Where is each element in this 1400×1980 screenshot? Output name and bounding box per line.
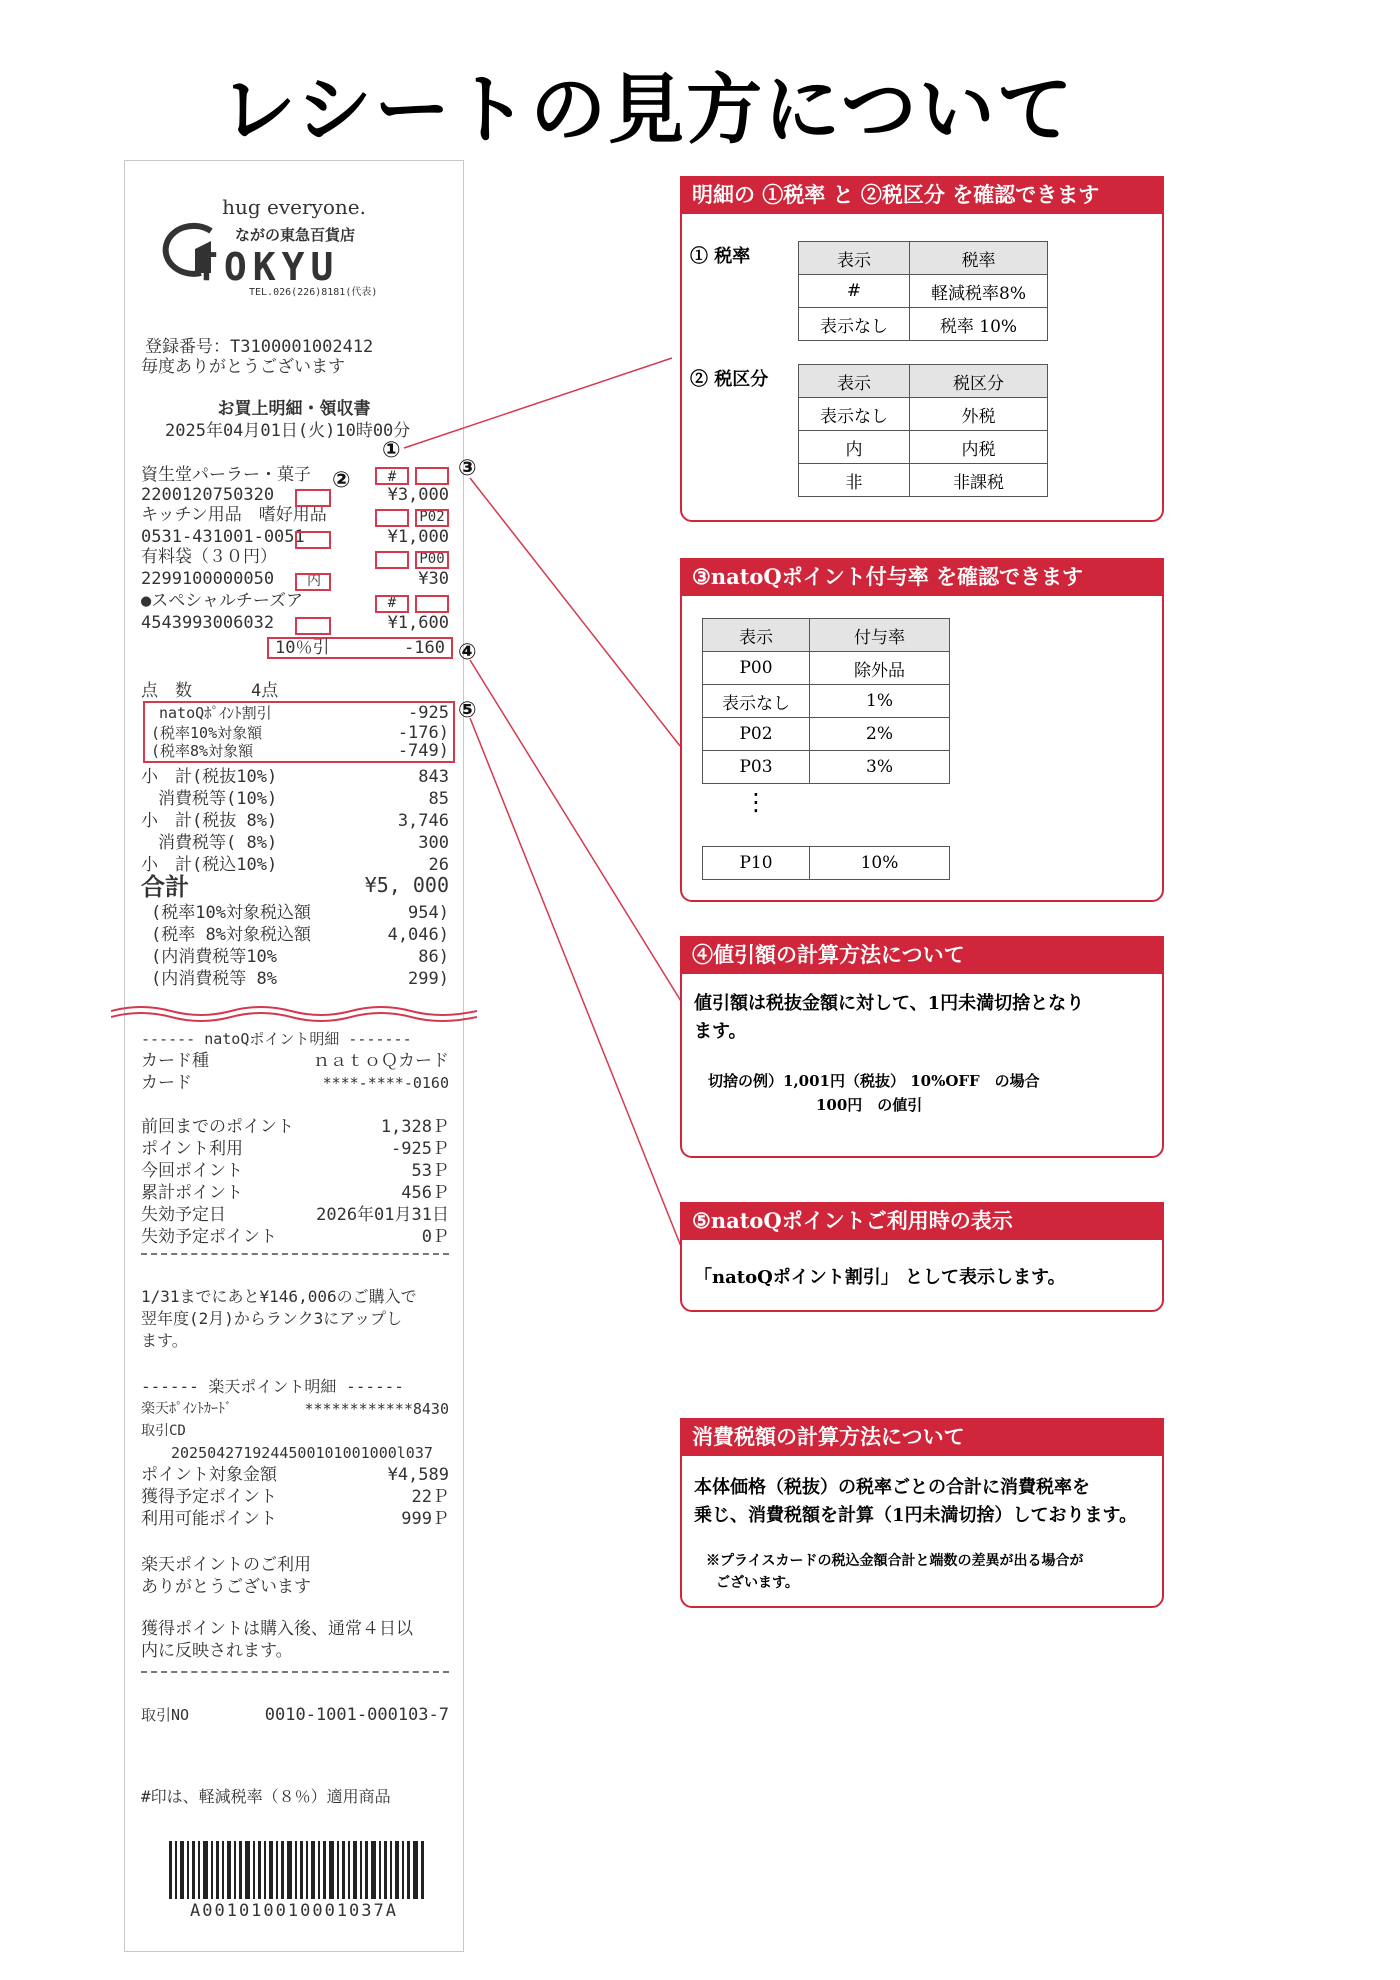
item-name: ●スペシャルチーズア	[141, 591, 304, 611]
rank-message: 翌年度(2月)からランク3にアップし	[141, 1309, 403, 1328]
store-name: ながの東急百貨店	[235, 226, 356, 244]
barcode-text: A0010100100010​37A	[190, 1901, 398, 1921]
tax-detail-value: 299)	[408, 969, 449, 989]
table-header: 表示	[703, 619, 810, 652]
rakuten-row-value: 999Ｐ	[401, 1509, 449, 1529]
table-cell: 非	[799, 464, 910, 497]
subtotal-label: 小 計(税込10%)	[141, 855, 278, 875]
table-row	[799, 464, 1048, 497]
total-value: ¥5, 000	[364, 873, 449, 897]
reflect-message: 獲得ポイントは購入後、通常４日以	[141, 1619, 413, 1639]
natoq-usage-text: 「natoQポイント割引」 として表示します。	[694, 1267, 1066, 1288]
item-tax-mark: 内	[307, 573, 321, 589]
table-cell: 軽減税率8%	[910, 275, 1048, 308]
item-price: ¥1,600	[387, 613, 449, 633]
receipt-slogan: hug everyone.	[222, 195, 366, 219]
point-value: 1,328Ｐ	[380, 1117, 449, 1137]
tax-detail-label: (税率 8%対象税込額	[151, 925, 311, 945]
point-rate-panel-header: ③natoQポイント付与率 を確認できます	[680, 558, 1164, 596]
subtotal-label: 消費税等( 8%)	[141, 833, 278, 853]
marker-4: ④	[458, 640, 477, 665]
tax-detail-value: 954)	[408, 903, 449, 923]
tax-class-table	[798, 364, 1048, 497]
consumption-tax-text: 本体価格（税抜）の税率ごとの合計に消費税率を	[694, 1477, 1090, 1498]
page-title: レシートの見方について	[220, 65, 1075, 154]
tax-detail-label: (内消費税等10%	[151, 947, 277, 967]
table-cell: 内	[799, 431, 910, 464]
tax-detail-label: (税率10%対象税込額	[151, 903, 311, 923]
point-value: 456Ｐ	[401, 1183, 449, 1203]
rakuten-row-label: 利用可能ポイント	[141, 1509, 277, 1529]
table-row	[703, 718, 950, 751]
marker-1: ①	[382, 438, 401, 463]
rakuten-card-label: 楽天ﾎﾟｲﾝﾄｶｰﾄﾞ	[141, 1401, 232, 1417]
item-code: 0531-431001-0051	[141, 527, 305, 547]
table-header: 税率	[910, 242, 1048, 275]
table-row	[703, 751, 950, 784]
consumption-tax-note: ございます。	[716, 1575, 799, 1591]
rakuten-row-label: ポイント対象金額	[141, 1465, 277, 1485]
natoq-discount-label: (税率8%対象額	[151, 742, 254, 760]
discount-calc-text: 値引額は税抜金額に対して、1円未満切捨となり	[694, 993, 1085, 1014]
marker-5: ⑤	[458, 698, 477, 723]
table-row	[703, 847, 950, 880]
point-label: 今回ポイント	[141, 1161, 243, 1181]
discount-calc-text: ます。	[694, 1021, 747, 1042]
count-label: 点 数	[141, 681, 192, 701]
item-tax-mark: #	[387, 595, 397, 611]
subtotal-value: 843	[418, 767, 449, 787]
trans-cd-label: 取引CD	[141, 1423, 186, 1439]
discount-example: 切捨の例）1,001円（税抜） 10%OFF の場合	[708, 1072, 1040, 1090]
table-header: 表示	[799, 242, 910, 275]
discount-calc-panel-header: ④値引額の計算方法について	[680, 936, 1164, 974]
discount-label: 10％引	[275, 638, 330, 658]
natoq-discount-value: -749)	[397, 741, 449, 761]
item-code: 2200120750320	[141, 485, 275, 505]
table-cell: 表示なし	[703, 685, 810, 718]
table-cell: 表示なし	[799, 398, 910, 431]
table-cell: P00	[703, 652, 810, 685]
consumption-tax-text: 乗じ、消費税額を計算（1円未満切捨）しております。	[694, 1505, 1138, 1526]
table-row	[799, 431, 1048, 464]
item-name: 有料袋（３０円）	[141, 547, 277, 567]
reduced-tax-note: #印は、軽減税率（８％）適用商品	[141, 1787, 391, 1806]
rakuten-thanks: ありがとうございます	[141, 1577, 311, 1597]
table-cell: 2%	[810, 718, 950, 751]
item-name: キッチン用品 嗜好用品	[141, 505, 327, 525]
trans-no-value: 0010-1001-000103-7	[264, 1705, 449, 1725]
point-value: 53Ｐ	[411, 1161, 449, 1181]
tax-detail-value: 86)	[418, 947, 449, 967]
point-rate-table	[702, 618, 950, 784]
marker-3: ③	[458, 456, 477, 481]
card-value: ****-****-0160	[322, 1074, 449, 1092]
table-cell: 3%	[810, 751, 950, 784]
table-header: 表示	[799, 365, 910, 398]
table-cell: 表示なし	[799, 308, 910, 341]
table-cell: P03	[703, 751, 810, 784]
natoq-header: ------ natoQポイント明細 -------	[141, 1030, 412, 1048]
total-label: 合計	[141, 873, 189, 901]
rakuten-header: ------ 楽天ポイント明細 ------	[141, 1377, 404, 1396]
consumption-tax-note: ※プライスカードの税込金額合計と端数の差異が出る場合が	[706, 1553, 1084, 1569]
point-label: 失効予定ポイント	[141, 1227, 277, 1247]
table-ellipsis: ⋮	[744, 788, 768, 816]
count-value: 4点	[251, 681, 279, 701]
trans-cd-value: 2025042719244500101001000l037	[171, 1444, 433, 1462]
table-header: 税区分	[910, 365, 1048, 398]
rakuten-row-value: ¥4,589	[387, 1465, 449, 1485]
card-type-label: カード種	[141, 1051, 209, 1071]
table-row	[799, 275, 1048, 308]
registration-number: 登録番号：T3100001002412	[145, 337, 374, 357]
tax-detail-label: (内消費税等 8%	[151, 969, 277, 989]
rakuten-row-value: 22Ｐ	[411, 1487, 449, 1507]
table-cell: P02	[703, 718, 810, 751]
point-label: 前回までのポイント	[141, 1117, 294, 1137]
point-label: ポイント利用	[141, 1139, 243, 1159]
table-cell: 外税	[910, 398, 1048, 431]
rank-message: 1/31までにあと¥146,006のご購入で	[141, 1287, 417, 1306]
subtotal-label: 小 計(税抜10%)	[141, 767, 278, 787]
subtotal-value: 3,746	[397, 811, 449, 831]
table-row	[799, 398, 1048, 431]
point-value: 2026年01月31日	[316, 1205, 449, 1225]
natoq-discount-value: -176)	[397, 723, 449, 743]
table-row	[799, 308, 1048, 341]
item-point-mark: P00	[419, 551, 445, 567]
tax-rate-label: ① 税率	[690, 246, 751, 267]
logo-text: TOKYU	[195, 245, 340, 289]
natoq-usage-panel-header: ⑤natoQポイントご利用時の表示	[680, 1202, 1164, 1240]
receipt-date: 2025年04月01日(火)10時00分	[165, 421, 411, 441]
marker-2: ②	[332, 468, 351, 493]
store-tel: TEL.026(226)8181(代表)	[249, 287, 378, 298]
discount-value: -160	[404, 638, 445, 658]
rakuten-row-label: 獲得予定ポイント	[141, 1487, 277, 1507]
item-code: 2299100000050	[141, 569, 275, 589]
item-price: ¥1,000	[387, 527, 449, 547]
item-name: 資生堂パーラー・菓子	[141, 465, 311, 485]
point-label: 累計ポイント	[141, 1183, 243, 1203]
card-type-value: ｎａｔｏＱカード	[313, 1051, 449, 1071]
consumption-tax-panel-header: 消費税額の計算方法について	[680, 1418, 1164, 1456]
natoq-discount-label: (税率10%対象額	[151, 724, 263, 742]
point-value: 0Ｐ	[421, 1227, 449, 1247]
reflect-message: 内に反映されます。	[141, 1641, 293, 1661]
table-cell: P10	[703, 847, 810, 880]
subtotal-label: 消費税等(10%)	[141, 789, 278, 809]
item-code: 4543993006032	[141, 613, 275, 633]
point-value: -925Ｐ	[391, 1139, 449, 1159]
subtotal-value: 26	[428, 855, 449, 875]
table-cell: 1%	[810, 685, 950, 718]
table-header: 付与率	[810, 619, 950, 652]
item-price: ¥3,000	[387, 485, 449, 505]
subtotal-value: 300	[418, 833, 449, 853]
table-cell: 非課税	[910, 464, 1048, 497]
item-price: ¥30	[418, 569, 449, 589]
card-label: カード	[141, 1073, 192, 1093]
rank-message: ます。	[141, 1331, 188, 1350]
rakuten-thanks: 楽天ポイントのご利用	[141, 1555, 311, 1575]
tax-detail-value: 4,046)	[387, 925, 449, 945]
table-cell: 除外品	[810, 652, 950, 685]
table-row	[703, 685, 950, 718]
natoq-discount-value: -925	[408, 703, 449, 723]
table-cell: 税率 10%	[910, 308, 1048, 341]
table-row	[703, 652, 950, 685]
thanks-message: 毎度ありがとうございます	[141, 357, 345, 377]
point-rate-last-row	[702, 846, 950, 880]
point-label: 失効予定日	[141, 1205, 226, 1225]
discount-example: 100円 の値引	[816, 1096, 923, 1114]
trans-no-label: 取引NO	[141, 1706, 190, 1724]
receipt-doc-title: お買上明細・領収書	[217, 399, 371, 419]
rakuten-card-value: ************8430	[304, 1400, 449, 1418]
table-cell: 10%	[810, 847, 950, 880]
natoq-discount-label: natoQﾎﾟｲﾝﾄ割引	[159, 704, 272, 722]
tax-rate-table	[798, 241, 1048, 341]
item-point-mark: P02	[419, 509, 445, 525]
subtotal-value: 85	[428, 789, 449, 809]
item-tax-mark: #	[387, 469, 397, 485]
tax-class-label: ② 税区分	[690, 369, 769, 390]
table-cell: 内税	[910, 431, 1048, 464]
subtotal-label: 小 計(税抜 8%)	[141, 811, 278, 831]
tax-info-panel-header: 明細の ①税率 と ②税区分 を確認できます	[680, 176, 1164, 214]
table-cell: #	[799, 275, 910, 308]
